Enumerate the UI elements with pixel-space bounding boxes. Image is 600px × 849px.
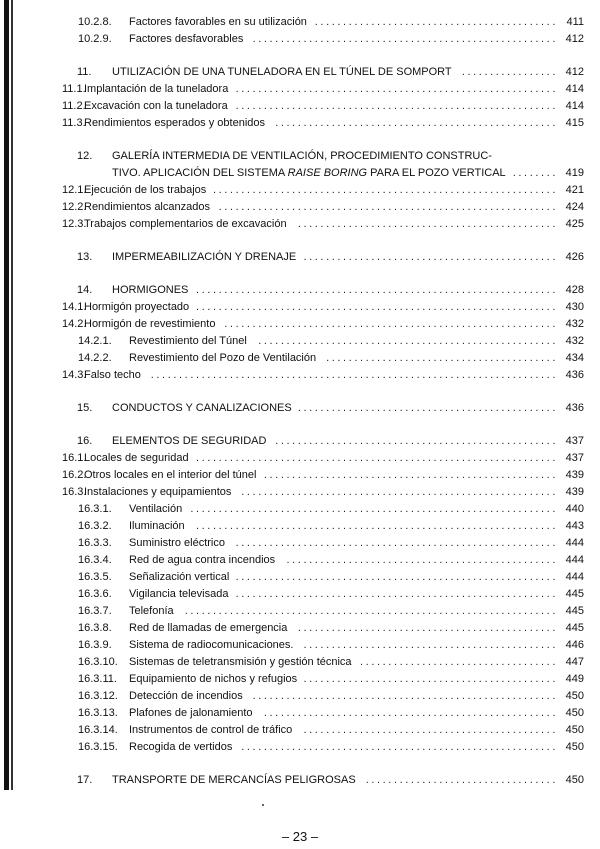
entry-page: 428	[565, 284, 584, 296]
entry-number: 16.3.5.	[78, 571, 112, 583]
entry-title: IMPERMEABILIZACIÓN Y DRENAJE	[112, 251, 297, 263]
entry-page: 432	[565, 318, 584, 330]
dot-leader: .........................................	[326, 352, 558, 364]
entry-number: 16.3.14.	[78, 724, 118, 736]
entry-page: 437	[565, 435, 584, 447]
entry-page: 440	[565, 503, 584, 515]
toc-entry[interactable]	[0, 350, 600, 367]
toc-section	[0, 249, 600, 266]
entry-title: Red de agua contra incendios	[129, 554, 276, 566]
dot-leader: ..............................................	[297, 402, 558, 414]
entry-title-wrap	[112, 282, 192, 299]
entry-title-wrap	[129, 603, 178, 620]
entry-title: Detección de incendios	[129, 690, 243, 702]
toc-section	[0, 14, 600, 48]
entry-title-wrap	[112, 148, 496, 165]
toc-entry[interactable]	[0, 671, 600, 688]
entry-page: 437	[565, 452, 584, 464]
entry-number: 16.3.3.	[78, 537, 112, 549]
toc-entry[interactable]	[0, 115, 600, 132]
entry-number: 16.3.13.	[78, 707, 118, 719]
entry-number: 16.3.10.	[78, 656, 118, 668]
entry-title: TRANSPORTE DE MERCANCÍAS PELIGROSAS	[112, 774, 356, 786]
toc-entry[interactable]	[0, 81, 600, 98]
entry-page: 415	[565, 117, 584, 129]
dot-leader: ..................................................	[275, 117, 558, 129]
entry-page: 444	[565, 537, 584, 549]
entry-title: Falso techo	[84, 369, 141, 381]
dot-leader: .............................................	[303, 251, 558, 263]
entry-number: 16.2.	[62, 469, 87, 481]
entry-number: 11.	[77, 66, 92, 78]
dot-leader: .........................................................	[235, 537, 558, 549]
entry-title-wrap	[112, 772, 360, 789]
entry-number: 17.	[77, 774, 93, 786]
entry-title: CONDUCTOS Y CANALIZACIONES	[112, 402, 292, 414]
entry-page: 445	[565, 622, 584, 634]
entry-title-wrap	[129, 333, 251, 350]
toc-entry[interactable]	[0, 722, 600, 739]
toc-entry[interactable]	[0, 400, 600, 417]
toc-entry[interactable]	[0, 216, 600, 233]
dot-leader: .............................................	[303, 673, 558, 685]
entry-number: 16.1.	[62, 452, 87, 464]
entry-title: Otros locales en el interior del túnel	[84, 469, 257, 481]
entry-page: 414	[565, 100, 584, 112]
entry-title-wrap	[129, 637, 297, 654]
dot-leader: ................................................................	[196, 452, 558, 464]
toc-entry[interactable]	[0, 316, 600, 333]
dot-leader: ......................................................	[252, 690, 558, 702]
entry-title: Hormigón proyectado	[84, 301, 190, 313]
entry-page: 419	[565, 167, 584, 179]
toc-entry[interactable]	[0, 450, 600, 467]
scan-speck	[262, 804, 264, 806]
entry-number: 14.	[77, 284, 93, 296]
entry-number: 15.	[77, 402, 93, 414]
entry-number: 16.3.7.	[78, 605, 112, 617]
toc-entry[interactable]	[0, 772, 600, 789]
entry-title: Recogida de vertidos	[129, 741, 233, 753]
entry-title-wrap	[129, 671, 301, 688]
entry-title: Factores favorables en su utilización	[129, 16, 307, 28]
entry-number: 16.3.8.	[78, 622, 112, 634]
dot-leader: .............................................................	[212, 184, 558, 196]
toc-section	[0, 433, 600, 756]
entry-page: 434	[565, 352, 584, 364]
entry-title-wrap	[129, 569, 233, 586]
entry-title-wrap	[84, 81, 232, 98]
entry-title-wrap	[129, 552, 279, 569]
entry-number: 16.	[77, 435, 93, 447]
table-of-contents	[0, 14, 600, 805]
entry-page: 412	[565, 66, 584, 78]
entry-title-wrap	[84, 182, 210, 199]
entry-title: Revestimiento del Pozo de Ventilación	[129, 352, 317, 364]
dot-leader: ..................................................................	[184, 605, 558, 617]
toc-entry[interactable]	[0, 282, 600, 299]
entry-title-after: PARA EL POZO VERTICAL	[367, 167, 506, 179]
toc-section	[0, 772, 600, 789]
toc-entry[interactable]	[0, 467, 600, 484]
entry-title: Implantación de la tuneladora	[84, 83, 229, 95]
entry-number: 12.2.	[62, 201, 87, 213]
entry-page: 444	[565, 571, 584, 583]
entry-page: 412	[565, 33, 584, 45]
entry-title: Iluminación	[129, 520, 185, 532]
toc-entry[interactable]	[0, 433, 600, 450]
entry-number: 11.1.	[62, 83, 86, 95]
entry-title: GALERÍA INTERMEDIA DE VENTILACIÓN, PROCEDIMIENTO CONSTRUC-	[112, 150, 492, 162]
entry-title-wrap	[84, 316, 219, 333]
entry-number: 10.2.9.	[78, 33, 112, 45]
dot-leader: .........................................................	[235, 83, 558, 95]
entry-number: 16.3.6.	[78, 588, 112, 600]
entry-number: 10.2.8.	[78, 16, 112, 28]
dot-leader: ....................................................	[263, 469, 558, 481]
entry-title-wrap	[84, 299, 193, 316]
entry-page: 450	[565, 724, 584, 736]
entry-number: 16.3.1.	[78, 503, 112, 515]
dot-leader: ............................................................	[218, 201, 558, 213]
entry-number: 12.1.	[62, 184, 87, 196]
dot-leader: ..................................................	[275, 435, 558, 447]
entry-number: 14.2.1.	[78, 335, 112, 347]
toc-section	[0, 148, 600, 233]
entry-title-italic: RAISE BORING	[287, 167, 368, 179]
toc-entry[interactable]	[0, 705, 600, 722]
dot-leader: .........................................................	[235, 588, 558, 600]
dot-leader: ..............................................	[297, 218, 558, 230]
entry-title: Suministro eléctrico	[129, 537, 225, 549]
entry-title: Locales de seguridad	[84, 452, 189, 464]
toc-entry[interactable]	[0, 518, 600, 535]
entry-page: 421	[565, 184, 584, 196]
dot-leader: ................................................................	[196, 520, 558, 532]
entry-title-wrap	[84, 467, 260, 484]
entry-title-wrap	[112, 400, 296, 417]
entry-title: Trabajos complementarios de excavación	[84, 218, 287, 230]
entry-number: 16.3.	[62, 486, 87, 498]
entry-page: 424	[565, 201, 584, 213]
toc-entry[interactable]	[0, 501, 600, 518]
dot-leader: .........................................................	[235, 571, 558, 583]
entry-title: TIVO. APLICACIÓN DEL SISTEMA	[112, 167, 288, 179]
entry-number: 16.3.4.	[78, 554, 112, 566]
entry-title: UTILIZACIÓN DE UNA TUNELADORA EN EL TÚNEL DE SOMPORT	[112, 66, 452, 78]
entry-page: 444	[565, 554, 584, 566]
entry-page: 430	[565, 301, 584, 313]
dot-leader: ................................................................	[196, 284, 558, 296]
entry-title: Señalización vertical	[129, 571, 230, 583]
entry-page: 432	[565, 335, 584, 347]
toc-entry[interactable]	[0, 148, 600, 165]
entry-page: 445	[565, 588, 584, 600]
dot-leader: ...........................................	[314, 16, 558, 28]
entry-title-wrap	[84, 115, 269, 132]
entry-title-wrap	[129, 535, 229, 552]
dot-leader: ........................................................	[241, 741, 558, 753]
toc-section	[0, 400, 600, 417]
dot-leader: .............................................	[303, 724, 558, 736]
entry-page: 447	[565, 656, 584, 668]
entry-number: 14.2.	[62, 318, 87, 330]
toc-entry[interactable]	[0, 654, 600, 671]
entry-number: 14.3.	[62, 369, 87, 381]
entry-page: 426	[565, 251, 584, 263]
entry-title: Factores desfavorables	[129, 33, 244, 45]
entry-title-wrap	[112, 249, 300, 266]
entry-title-wrap	[129, 586, 232, 603]
entry-title-wrap	[84, 199, 214, 216]
entry-title-wrap	[129, 350, 320, 367]
entry-title-wrap	[84, 216, 291, 233]
entry-title: Hormigón de revestimiento	[84, 318, 216, 330]
entry-title-wrap	[112, 165, 510, 182]
entry-number: 12.3.	[62, 218, 87, 230]
entry-number: 14.1.	[62, 301, 87, 313]
entry-number: 16.3.15.	[78, 741, 118, 753]
entry-title: HORMIGONES	[112, 284, 189, 296]
entry-page: 425	[565, 218, 584, 230]
entry-page: 439	[565, 469, 584, 481]
toc-entry[interactable]	[0, 182, 600, 199]
toc-entry[interactable]	[0, 367, 600, 384]
toc-entry[interactable]	[0, 688, 600, 705]
entry-title-wrap	[129, 722, 296, 739]
entry-title-wrap	[129, 14, 311, 31]
dot-leader: ................................................................	[196, 301, 558, 313]
entry-title-wrap	[84, 98, 232, 115]
toc-entry[interactable]	[0, 31, 600, 48]
toc-entry[interactable]	[0, 199, 600, 216]
entry-title-wrap	[84, 367, 145, 384]
entry-title-wrap	[129, 501, 186, 518]
toc-entry[interactable]	[0, 299, 600, 316]
entry-title: Plafones de jalonamiento	[129, 707, 253, 719]
dot-leader: ................................................	[286, 554, 558, 566]
entry-page: 439	[565, 486, 584, 498]
entry-number: 14.2.2.	[78, 352, 112, 364]
dot-leader: ...................................	[360, 656, 558, 668]
dot-leader: .............................................	[303, 639, 558, 651]
entry-title: Equipamiento de nichos y refugios	[129, 673, 298, 685]
dot-leader: ........	[512, 167, 558, 179]
toc-entry[interactable]	[0, 535, 600, 552]
entry-title-wrap	[112, 64, 456, 81]
entry-number: 11.3.	[62, 117, 86, 129]
toc-entry[interactable]	[0, 484, 600, 501]
entry-page: 450	[565, 774, 584, 786]
dot-leader: ........................................................	[241, 486, 558, 498]
entry-page: 411	[566, 16, 584, 28]
entry-title-wrap	[129, 518, 189, 535]
entry-page: 445	[565, 605, 584, 617]
entry-title: Instrumentos de control de tráfico	[129, 724, 293, 736]
toc-entry[interactable]	[0, 552, 600, 569]
toc-entry[interactable]	[0, 620, 600, 637]
entry-title: Vigilancia televisada	[129, 588, 229, 600]
entry-title-wrap	[129, 620, 291, 637]
entry-title: ELEMENTOS DE SEGURIDAD	[112, 435, 267, 447]
entry-title: Ventilación	[129, 503, 183, 515]
entry-title-wrap	[129, 705, 257, 722]
dot-leader: ...........................................................	[224, 318, 558, 330]
entry-page: 436	[565, 402, 584, 414]
entry-number: 12.	[77, 150, 93, 162]
entry-page: 443	[565, 520, 584, 532]
entry-title: Excavación con la tuneladora	[84, 100, 228, 112]
entry-title-wrap	[129, 739, 236, 756]
entry-title: Rendimientos esperados y obtenidos	[84, 117, 266, 129]
toc-entry[interactable]	[0, 603, 600, 620]
dot-leader: .................	[461, 66, 558, 78]
entry-title: Ejecución de los trabajos	[84, 184, 207, 196]
toc-entry[interactable]	[0, 637, 600, 654]
entry-page: 450	[565, 741, 584, 753]
dot-leader: ........................................................................	[150, 369, 558, 381]
entry-page: 414	[565, 83, 584, 95]
dot-leader: ....................................................	[263, 707, 558, 719]
entry-page: 449	[565, 673, 584, 685]
entry-title: Sistema de radiocomunicaciones.	[129, 639, 294, 651]
entry-title: Sistemas de teletransmisión y gestión técnica	[129, 656, 352, 668]
entry-title: Red de llamadas de emergencia	[129, 622, 288, 634]
toc-entry[interactable]	[0, 165, 600, 182]
entry-page: 436	[565, 369, 584, 381]
entry-title-wrap	[84, 484, 235, 501]
entry-title-wrap	[129, 654, 356, 671]
entry-title: Revestimiento del Túnel	[129, 335, 247, 347]
toc-section	[0, 282, 600, 384]
entry-page: 450	[565, 707, 584, 719]
entry-title-wrap	[112, 433, 270, 450]
dot-leader: .................................................................	[190, 503, 558, 515]
entry-title: Instalaciones y equipamientos	[84, 486, 232, 498]
dot-leader: ......................................................	[252, 33, 558, 45]
toc-entry[interactable]	[0, 739, 600, 756]
dot-leader: .....................................................	[258, 335, 558, 347]
entry-title-wrap	[84, 450, 193, 467]
entry-page: 450	[565, 690, 584, 702]
toc-entry[interactable]	[0, 586, 600, 603]
entry-page: 446	[565, 639, 584, 651]
entry-number: 13.	[77, 251, 93, 263]
entry-title-wrap	[129, 688, 247, 705]
entry-number: 11.2.	[62, 100, 86, 112]
toc-entry[interactable]	[0, 333, 600, 350]
dot-leader: ..................................	[365, 774, 558, 786]
toc-entry[interactable]	[0, 249, 600, 266]
entry-number: 16.3.11.	[78, 673, 117, 685]
entry-title: Rendimientos alcanzados	[84, 201, 210, 213]
entry-number: 16.3.9.	[78, 639, 112, 651]
entry-title: Telefonía	[129, 605, 174, 617]
toc-entry[interactable]	[0, 64, 600, 81]
page-number: – 23 –	[281, 829, 319, 844]
entry-number: 16.3.12.	[78, 690, 118, 702]
toc-entry[interactable]	[0, 569, 600, 586]
toc-section	[0, 64, 600, 132]
dot-leader: .........................................................	[235, 100, 558, 112]
entry-title-wrap	[129, 31, 247, 48]
toc-entry[interactable]	[0, 98, 600, 115]
toc-entry[interactable]	[0, 14, 600, 31]
dot-leader: ..............................................	[297, 622, 558, 634]
entry-number: 16.3.2.	[78, 520, 112, 532]
